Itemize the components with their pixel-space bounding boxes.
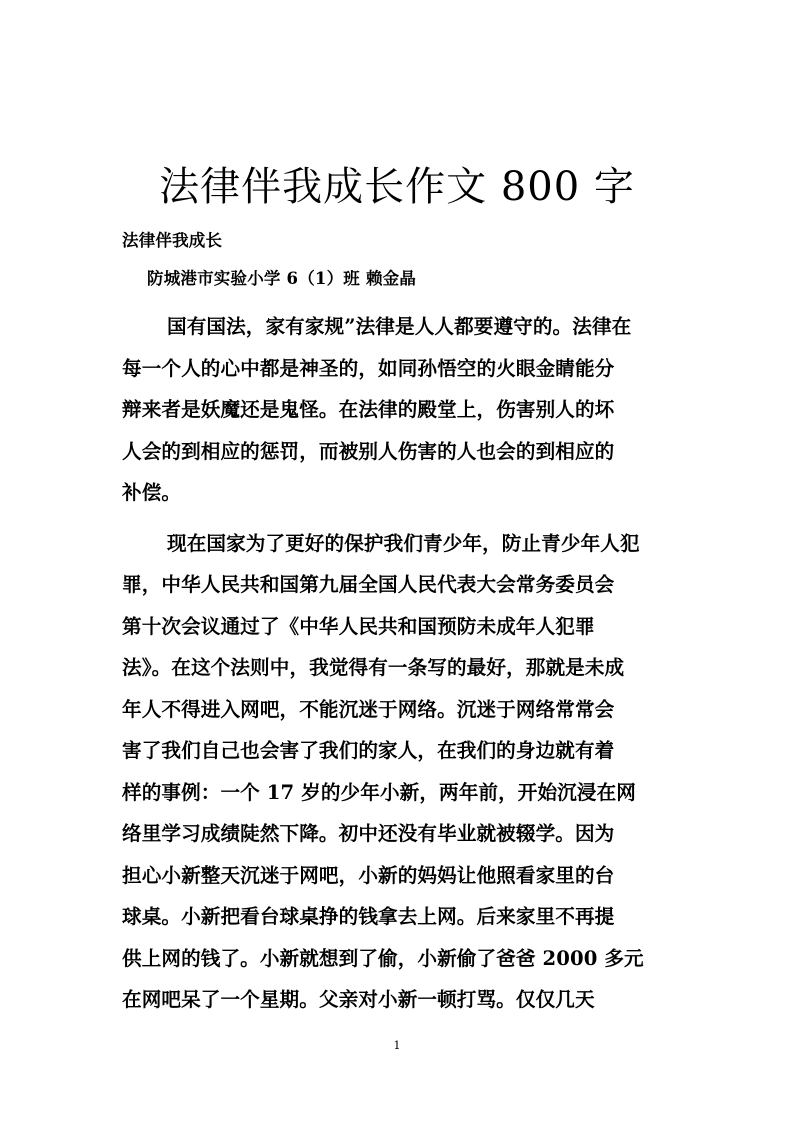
paragraph-line: 供上网的钱了。小新就想到了偷，小新偷了爸爸 2000 多元 (122, 946, 644, 970)
paragraph-line: 法》。在这个法则中，我觉得有一条写的最好，那就是未成 (122, 656, 625, 679)
essay-heading: 法律伴我成长 (122, 231, 223, 250)
paragraph-line: 补偿。 (122, 481, 182, 504)
paragraph-line: 球桌。小新把看台球桌挣的钱拿去上网。后来家里不再提 (122, 905, 615, 928)
paragraph-2 (122, 523, 658, 1021)
paragraph-line: 担心小新整天沉迷于网吧，小新的妈妈让他照看家里的台 (122, 863, 615, 887)
paragraph-line: 在网吧呆了一个星期。父亲对小新一顿打骂。仅仅几天 (122, 988, 595, 1011)
paragraph-line: 现在国家为了更好的保护我们青少年，防止青少年人犯 (167, 531, 640, 555)
author-byline: 防城港市实验小学 6（1）班 赖金晶 (147, 269, 417, 288)
paragraph-line: 络里学习成绩陡然下降。初中还没有毕业就被辍学。因为 (122, 822, 615, 845)
paragraph-line: 第十次会议通过了《中华人民共和国预防未成年人犯罪 (122, 614, 595, 638)
paragraph-line: 国有国法，家有家规”法律是人人都要遵守的。法律在 (167, 315, 632, 338)
heading-spacer (122, 298, 658, 306)
paragraph-line: 人会的到相应的惩罚，而被别人伤害的人也会的到相应的 (122, 439, 615, 463)
document-body (122, 222, 658, 1021)
paragraph-line: 罪，中华人民共和国第九届全国人民代表大会常务委员会 (122, 573, 615, 596)
paragraph-line: 样的事例：一个 17 岁的少年小新，两年前，开始沉浸在网 (122, 780, 636, 804)
paragraph-line: 辩来者是妖魔还是鬼怪。在法律的殿堂上，伤害别人的坏 (122, 398, 615, 421)
paragraph-line: 年人不得进入网吧，不能沉迷于网络。沉迷于网络常常会 (122, 697, 615, 721)
page-title: 法律伴我成长作文 800 字 (159, 163, 635, 210)
paragraph-line: 害了我们自己也会害了我们的家人，在我们的身边就有着 (122, 739, 615, 762)
paragraph-1 (122, 306, 658, 514)
paragraph-line: 每一个人的心中都是神圣的，如同孙悟空的火眼金睛能分 (122, 356, 615, 380)
page-number: 1 (393, 1039, 401, 1052)
paragraph-spacer (122, 514, 658, 523)
